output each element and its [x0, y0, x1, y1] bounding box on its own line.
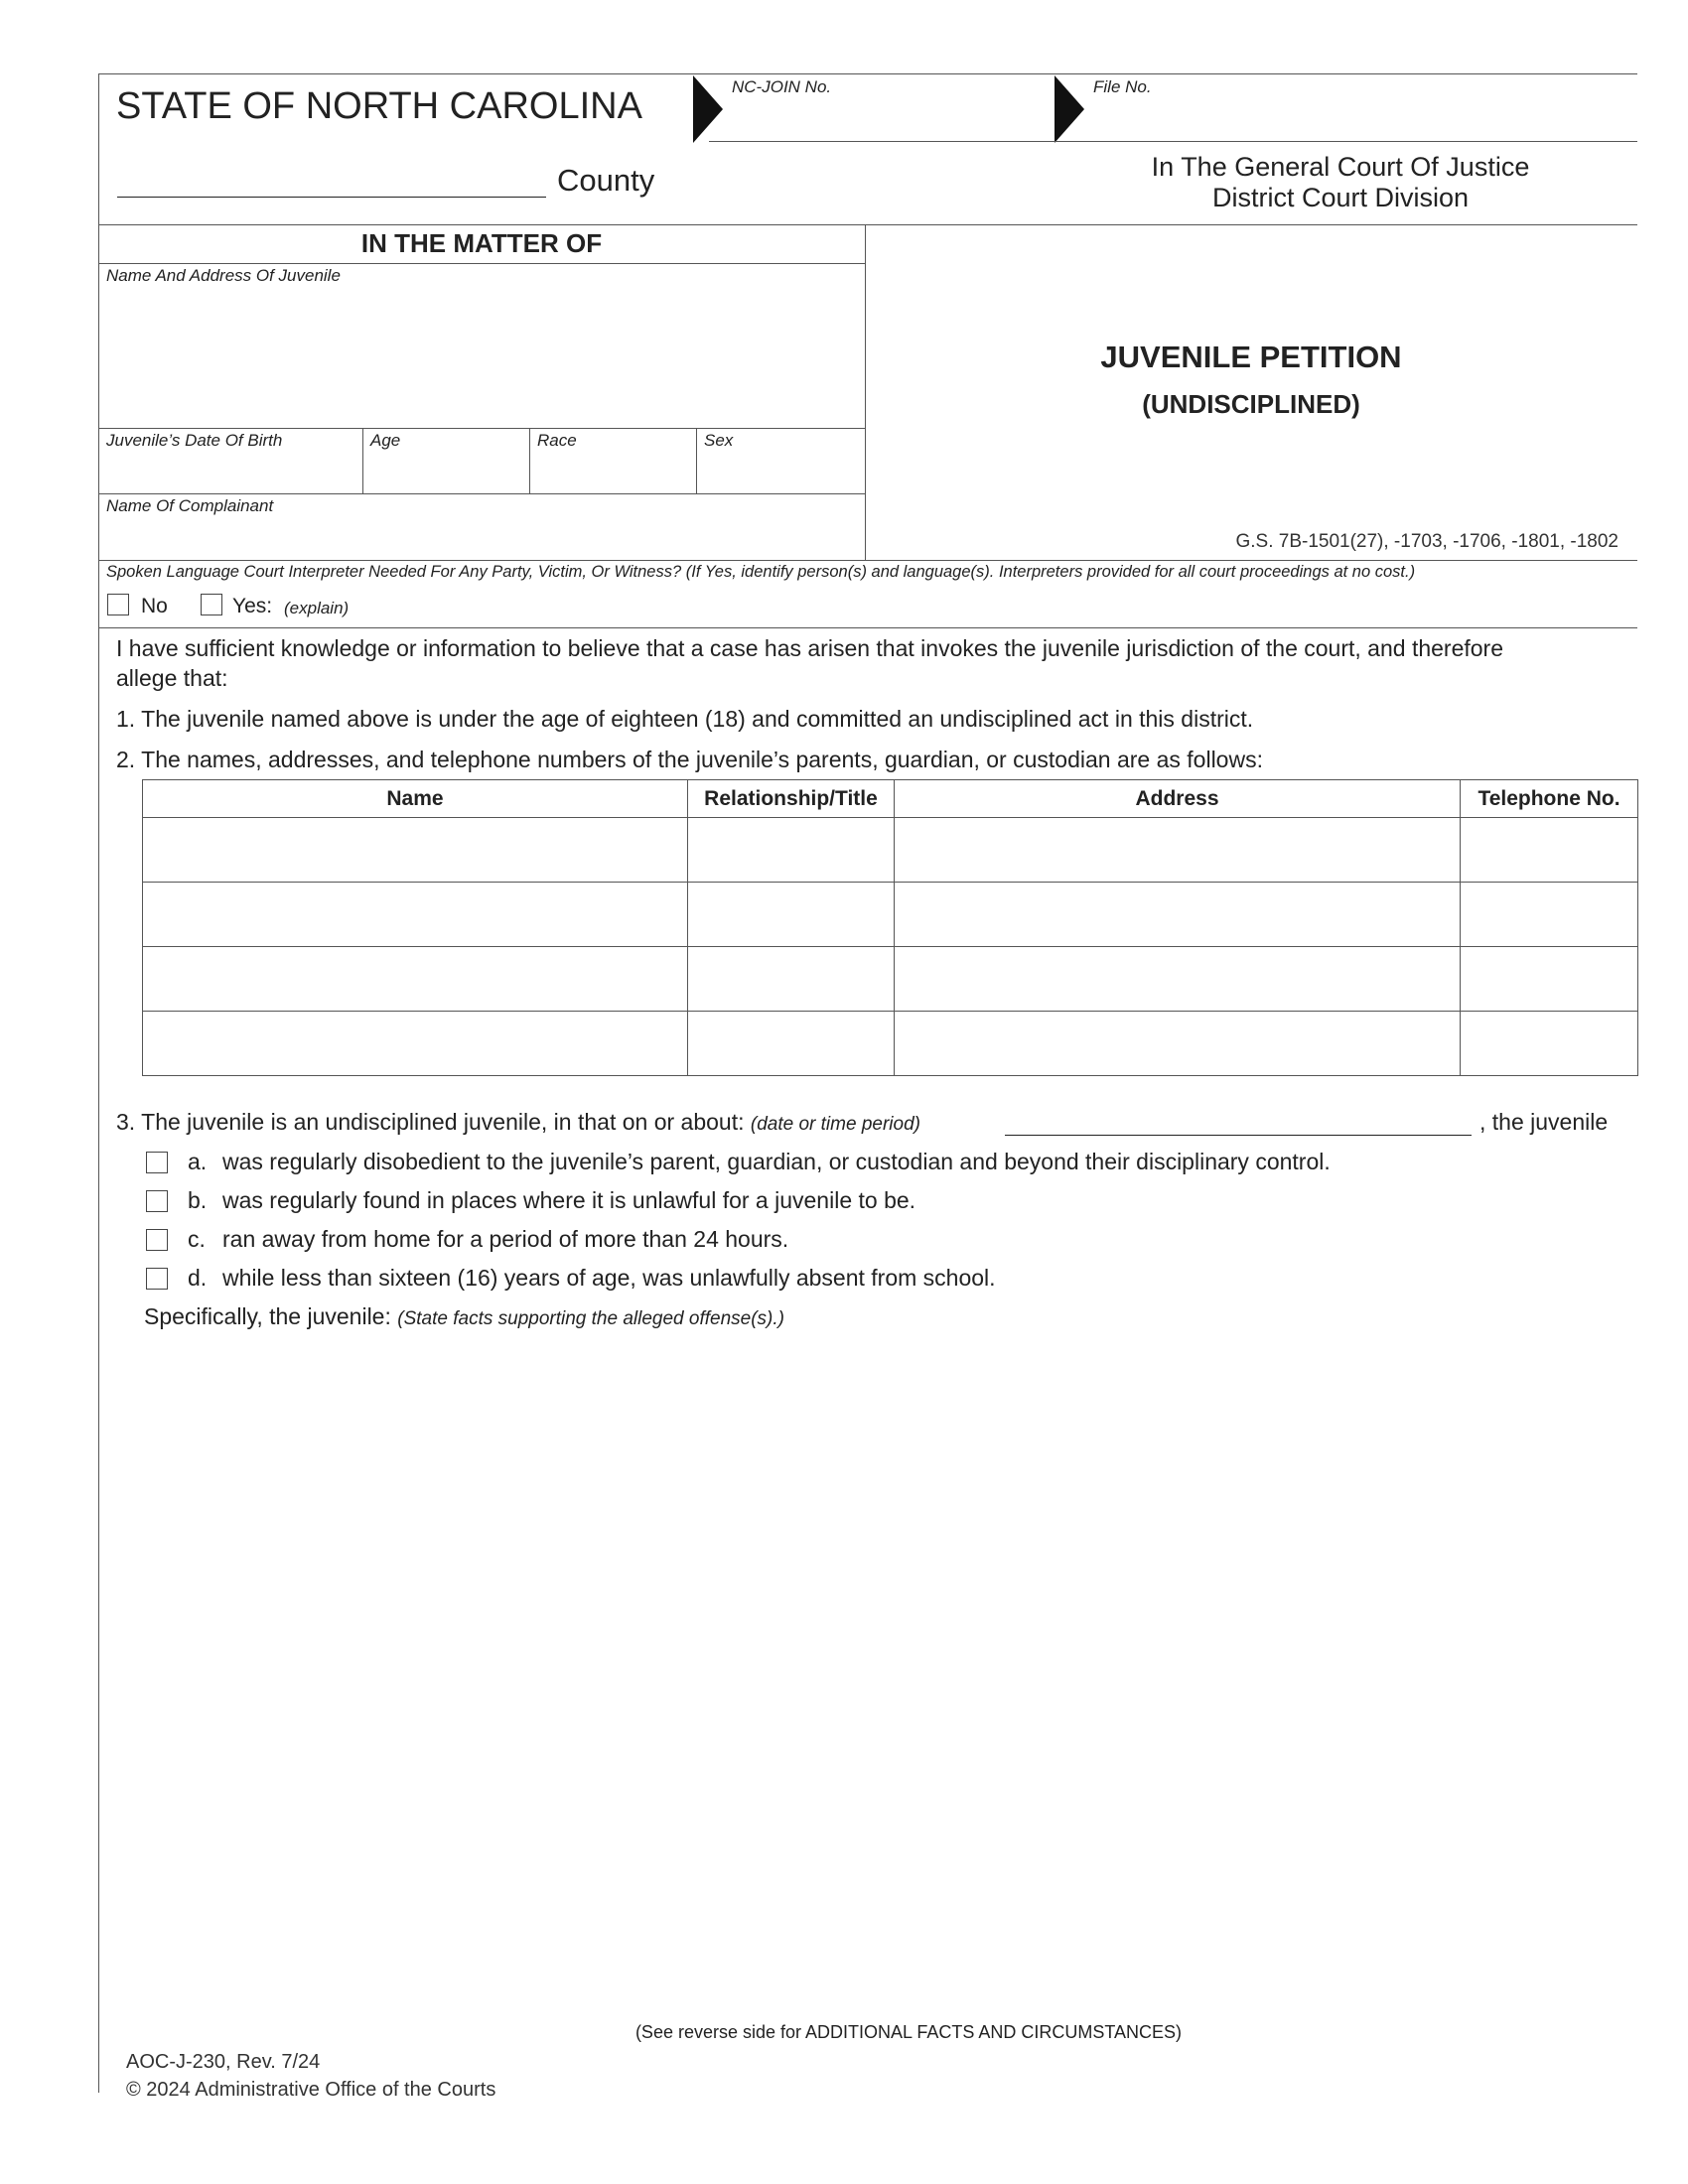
form-title: JUVENILE PETITION [1100, 340, 1402, 374]
copyright: © 2024 Administrative Office of the Courts [126, 2079, 496, 2101]
table-row [143, 883, 1638, 947]
header-bottom-rule [98, 224, 1637, 225]
parent-name-cell[interactable] [143, 818, 688, 883]
intro-line-1: I have sufficient knowledge or information to believe that a case has arisen that invokes the juvenile jurisdiction of the court, and therefore [116, 635, 1504, 661]
interpreter-explain-label: (explain) [284, 599, 350, 617]
parent-name-cell[interactable] [143, 883, 688, 947]
left-margin-rule [98, 73, 99, 2093]
complainant-field[interactable] [106, 520, 857, 556]
parent-relationship-cell[interactable] [688, 818, 895, 883]
table-row [143, 1012, 1638, 1076]
option-c-text: ran away from home for a period of more than 24 hours. [222, 1226, 789, 1252]
option-d-checkbox[interactable] [146, 1268, 168, 1290]
column-header-relationship: Relationship/Title [688, 780, 895, 818]
parents-table-header [143, 780, 1638, 818]
allegation-1: 1. The juvenile named above is under the age of eighteen (18) and committed an undisciplined act in this district. [116, 706, 1254, 732]
parent-relationship-cell[interactable] [688, 883, 895, 947]
county-input[interactable] [117, 197, 546, 198]
age-divider [529, 428, 530, 493]
column-header-address: Address [895, 780, 1461, 818]
table-row [143, 818, 1638, 883]
table-row [143, 947, 1638, 1012]
top-rule [98, 73, 1637, 74]
parent-address-cell[interactable] [895, 1012, 1461, 1076]
file-no-field[interactable] [1093, 99, 1629, 139]
parent-address-cell[interactable] [895, 818, 1461, 883]
option-a-letter: a. [188, 1149, 208, 1174]
sex-field[interactable] [704, 453, 859, 488]
interpreter-question: Spoken Language Court Interpreter Needed For Any Party, Victim, Or Witness? (If Yes, identify person(s) and language(s). Interpreters provided for all court proceedings at no cost.) [106, 563, 1416, 581]
option-b-letter: b. [188, 1187, 208, 1213]
dob-row-rule [98, 493, 865, 494]
allegation-3 [116, 1109, 920, 1136]
intro-line-2: allege that: [116, 665, 228, 691]
matter-bottom-rule [98, 560, 1637, 561]
state-title: STATE OF NORTH CAROLINA [116, 85, 642, 127]
parent-telephone-cell[interactable] [1461, 883, 1638, 947]
county-label: County [557, 163, 655, 198]
interpreter-yes-label: Yes: [232, 595, 273, 617]
date-period-input[interactable] [1005, 1135, 1472, 1136]
option-a-checkbox[interactable] [146, 1152, 168, 1173]
nc-join-label: NC-JOIN No. [732, 77, 832, 96]
sex-label: Sex [704, 431, 734, 450]
age-field[interactable] [370, 453, 521, 488]
parents-table [142, 779, 1638, 1076]
allegation-3-prefix: 3. The juvenile is an undisciplined juvenile, in that on or about: [116, 1109, 745, 1135]
interpreter-yes-checkbox[interactable] [201, 594, 222, 615]
form-subtitle: (UNDISCIPLINED) [1142, 389, 1360, 419]
date-period-hint: (date or time period) [750, 1114, 920, 1135]
reverse-side-note: (See reverse side for ADDITIONAL FACTS AND CIRCUMSTANCES) [634, 2022, 1183, 2042]
interpreter-bottom-rule [98, 627, 1637, 628]
option-b-checkbox[interactable] [146, 1190, 168, 1212]
specifically-line [144, 1303, 784, 1330]
facts-field[interactable] [144, 1340, 1623, 1995]
form-number: AOC-J-230, Rev. 7/24 [126, 2051, 321, 2073]
option-a-text: was regularly disobedient to the juvenile’s parent, guardian, or custodian and beyond their disciplinary control. [222, 1149, 1331, 1174]
file-no-arrow-icon [1055, 75, 1084, 143]
dob-label: Juvenile’s Date Of Birth [106, 431, 283, 450]
allegation-3-suffix: , the juvenile [1479, 1109, 1609, 1135]
allegation-2: 2. The names, addresses, and telephone numbers of the juvenile’s parents, guardian, or custodian are as follows: [116, 747, 1263, 772]
option-b-text: was regularly found in places where it is unlawful for a juvenile to be. [222, 1187, 916, 1213]
interpreter-no-checkbox[interactable] [107, 594, 129, 615]
column-header-name: Name [143, 780, 688, 818]
file-no-label: File No. [1093, 77, 1152, 96]
parent-name-cell[interactable] [143, 1012, 688, 1076]
option-d-text: while less than sixteen (16) years of age, was unlawfully absent from school. [222, 1265, 996, 1291]
race-label: Race [537, 431, 577, 450]
interpreter-explain-field[interactable] [367, 594, 1628, 621]
complainant-label: Name Of Complainant [106, 496, 274, 515]
dob-divider [362, 428, 363, 493]
option-c-checkbox[interactable] [146, 1229, 168, 1251]
name-address-label: Name And Address Of Juvenile [106, 266, 341, 285]
parent-address-cell[interactable] [895, 947, 1461, 1012]
age-label: Age [370, 431, 401, 450]
parent-address-cell[interactable] [895, 883, 1461, 947]
specifically-hint: (State facts supporting the alleged offense(s).) [397, 1308, 784, 1329]
name-address-field[interactable] [106, 290, 857, 423]
name-address-rule [98, 428, 865, 429]
statute-reference: G.S. 7B-1501(27), -1703, -1706, -1801, -1802 [1235, 531, 1618, 552]
race-field[interactable] [537, 453, 688, 488]
matter-title: IN THE MATTER OF [360, 228, 603, 258]
interpreter-no-label: No [141, 595, 168, 617]
parent-relationship-cell[interactable] [688, 947, 895, 1012]
file-row-rule [709, 141, 1637, 142]
court-division: District Court Division [1211, 183, 1470, 212]
option-d-letter: d. [188, 1265, 208, 1291]
parent-telephone-cell[interactable] [1461, 1012, 1638, 1076]
option-c-letter: c. [188, 1226, 206, 1252]
parent-telephone-cell[interactable] [1461, 818, 1638, 883]
nc-join-arrow-icon [693, 75, 723, 143]
parent-telephone-cell[interactable] [1461, 947, 1638, 1012]
nc-join-field[interactable] [732, 99, 1050, 139]
parent-name-cell[interactable] [143, 947, 688, 1012]
matter-title-rule [98, 263, 865, 264]
race-divider [696, 428, 697, 493]
dob-field[interactable] [106, 453, 354, 488]
court-name: In The General Court Of Justice [1151, 152, 1530, 182]
specifically-label: Specifically, the juvenile: [144, 1303, 391, 1329]
column-header-telephone: Telephone No. [1461, 780, 1638, 818]
parent-relationship-cell[interactable] [688, 1012, 895, 1076]
